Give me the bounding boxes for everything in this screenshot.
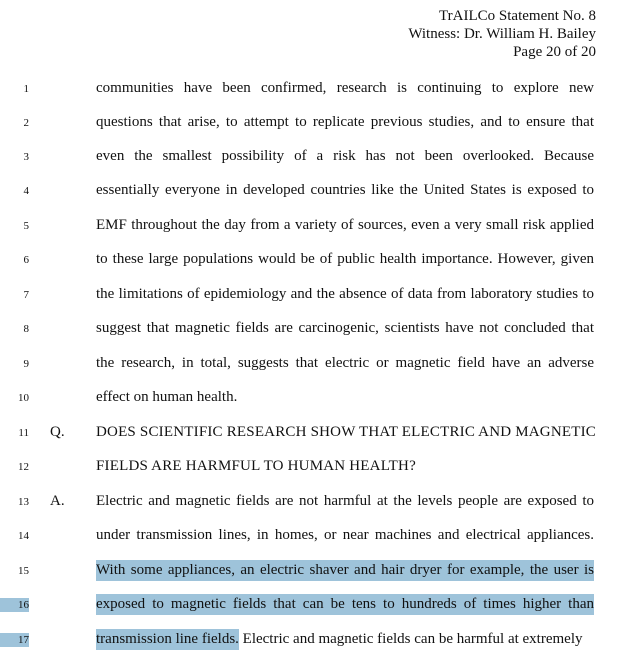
answer-text: Electric and magnetic fields are not harmful at the levels people are exposed to — [96, 493, 594, 509]
unhighlighted-text: Electric and magnetic fields can be harmful at extremely — [238, 631, 583, 647]
document-header — [408, 7, 596, 61]
question-text: DOES SCIENTIFIC RESEARCH SHOW THAT ELECTRIC AND MAGNETIC — [96, 424, 596, 440]
question-line — [0, 458, 624, 492]
line-text: to these large populations would be of public health importance. However, given — [96, 251, 594, 267]
highlighted-text[interactable]: transmission line fields. — [96, 629, 239, 650]
answer-text — [96, 631, 594, 647]
text-line — [0, 217, 624, 251]
question-line — [0, 424, 624, 458]
line-number: 5 — [23, 220, 29, 232]
text-line — [0, 355, 624, 389]
answer-line — [0, 527, 624, 561]
line-text: the research, in total, suggests that electric or magnetic field have an adverse — [96, 355, 594, 371]
question-text: FIELDS ARE HARMFUL TO HUMAN HEALTH? — [96, 458, 416, 474]
line-number: 16 — [0, 598, 29, 612]
answer-text — [96, 562, 594, 578]
line-number: 3 — [23, 151, 29, 163]
highlighted-text[interactable]: exposed to magnetic fields that can be tens to hundreds of times higher than — [96, 594, 594, 615]
line-text: questions that arise, to attempt to replicate previous studies, and to ensure that — [96, 114, 594, 130]
line-number: 14 — [18, 530, 29, 542]
statement-title: TrAILCo Statement No. 8 — [439, 8, 596, 24]
line-number: 11 — [18, 427, 29, 439]
line-number: 1 — [23, 83, 29, 95]
line-text: EMF throughout the day from a variety of sources, even a very small risk applied — [96, 217, 594, 233]
line-number: 8 — [23, 323, 29, 335]
line-number: 9 — [23, 358, 29, 370]
text-line — [0, 251, 624, 285]
text-line — [0, 114, 624, 148]
line-text: effect on human health. — [96, 389, 238, 405]
question-marker: Q. — [50, 424, 65, 440]
witness-name: Witness: Dr. William H. Bailey — [408, 26, 596, 42]
answer-line — [0, 493, 624, 527]
text-line — [0, 148, 624, 182]
line-text: the limitations of epidemiology and the absence of data from laboratory studies to — [96, 286, 594, 302]
text-line — [0, 182, 624, 216]
text-line — [0, 80, 624, 114]
line-number: 17 — [0, 633, 29, 647]
answer-line — [0, 596, 624, 630]
page-number: Page 20 of 20 — [513, 44, 596, 60]
answer-line — [0, 631, 624, 665]
answer-text — [96, 596, 594, 612]
line-number: 4 — [23, 185, 29, 197]
text-line — [0, 389, 624, 423]
line-text: essentially everyone in developed countries like the United States is exposed to — [96, 182, 594, 198]
text-line — [0, 286, 624, 320]
line-text: communities have been confirmed, research is continuing to explore new — [96, 80, 594, 96]
line-number: 6 — [23, 254, 29, 266]
answer-marker: A. — [50, 493, 65, 509]
highlighted-text[interactable]: With some appliances, an electric shaver and hair dryer for example, the user is — [96, 560, 594, 581]
line-number: 12 — [18, 461, 29, 473]
line-text: even the smallest possibility of a risk has not been overlooked. Because — [96, 148, 594, 164]
line-number: 15 — [18, 565, 29, 577]
answer-text: under transmission lines, in homes, or near machines and electrical appliances. — [96, 527, 594, 543]
answer-line — [0, 562, 624, 596]
line-number: 10 — [18, 392, 29, 404]
line-text: suggest that magnetic fields are carcinogenic, scientists have not concluded that — [96, 320, 594, 336]
text-line — [0, 320, 624, 354]
line-number: 2 — [23, 117, 29, 129]
line-number: 7 — [23, 289, 29, 301]
line-number: 13 — [18, 496, 29, 508]
